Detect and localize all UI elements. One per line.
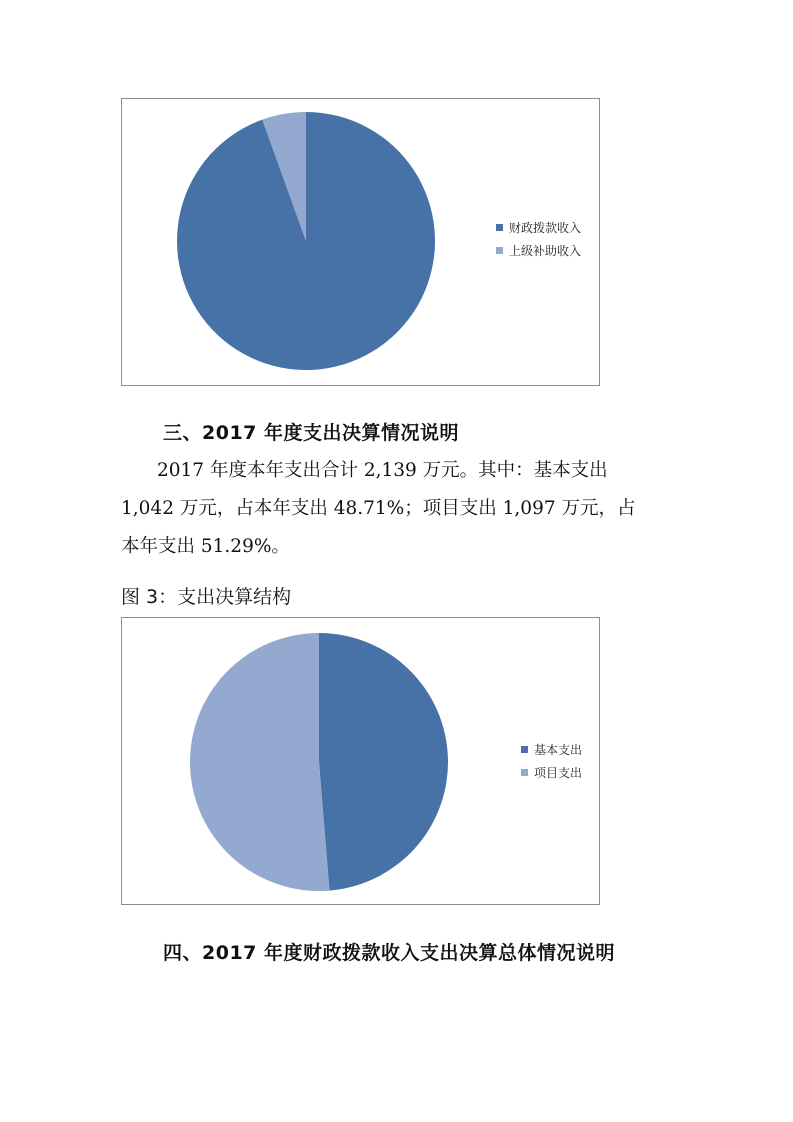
figure-caption: 图 3：支出决算结构 — [121, 586, 292, 608]
legend-swatch-icon — [496, 247, 503, 254]
legend-item — [496, 216, 581, 239]
section3-heading: 三、2017 年度支出决算情况说明 — [163, 422, 459, 444]
legend-label: 项目支出 — [534, 766, 583, 780]
pie-slice-1 — [319, 633, 448, 891]
paragraph-line: 1,042 万元，占本年支出 48.71%；项目支出 1,097 万元，占 — [121, 498, 636, 519]
legend-label: 上级补助收入 — [509, 244, 582, 258]
paragraph-line: 本年支出 51.29%。 — [121, 536, 290, 557]
legend-item — [521, 761, 582, 784]
legend-label: 财政拨款收入 — [509, 221, 582, 235]
legend-swatch-icon — [496, 224, 503, 231]
section4-heading: 四、2017 年度财政拨款收入支出决算总体情况说明 — [163, 942, 615, 964]
legend-swatch-icon — [521, 769, 528, 776]
legend-swatch-icon — [521, 746, 528, 753]
section3-paragraph — [121, 452, 681, 566]
paragraph-line: 2017 年度本年支出合计 2,139 万元。其中：基本支出 — [157, 460, 608, 481]
income-chart — [121, 98, 600, 386]
legend-item — [521, 738, 582, 761]
expenditure-chart — [121, 617, 600, 905]
expenditure-legend — [521, 738, 582, 784]
pie-slice-2 — [190, 633, 329, 891]
legend-label: 基本支出 — [534, 743, 583, 757]
income-legend — [496, 216, 581, 262]
legend-item — [496, 239, 581, 262]
